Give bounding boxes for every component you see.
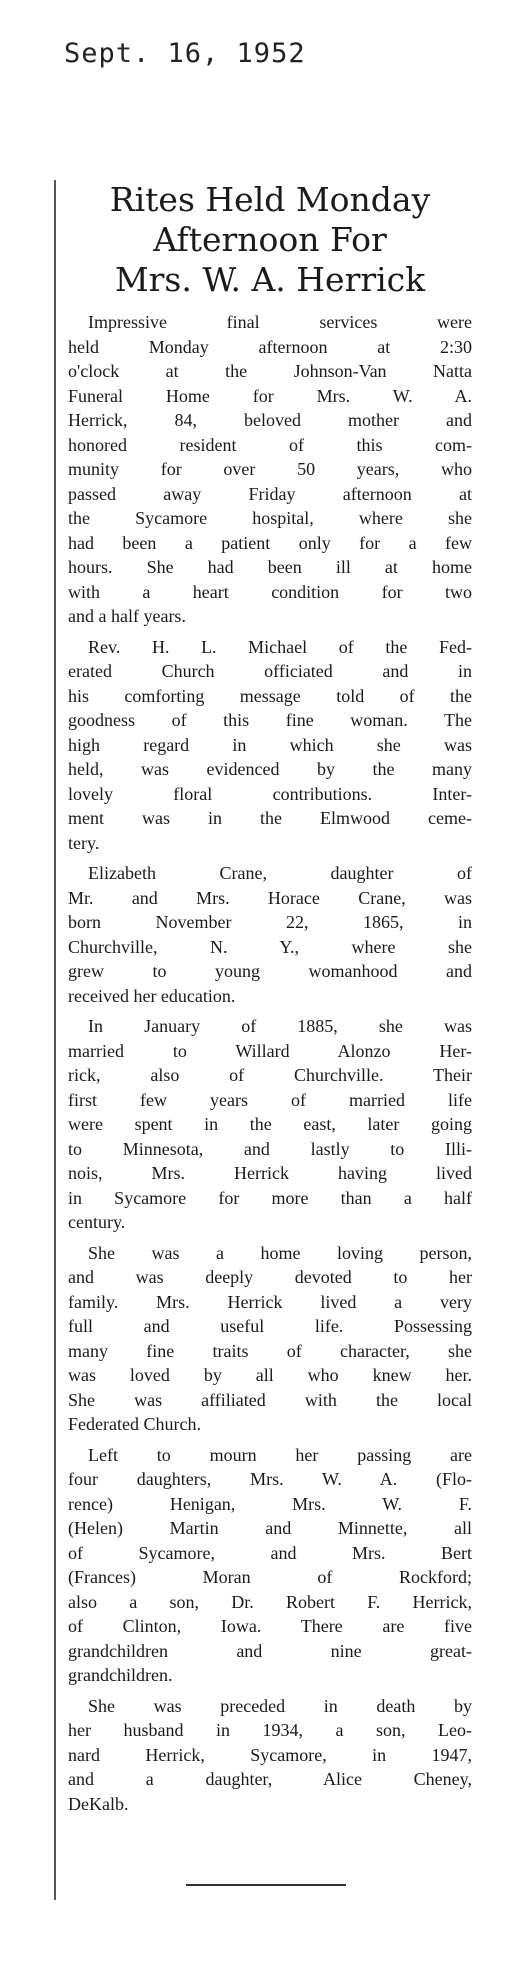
story-line: (Helen) Martin and Minnette, all bbox=[68, 1518, 472, 1538]
story-line: in Sycamore for more than a half bbox=[68, 1187, 472, 1208]
story-line: (Frances) Moran of Rockford; bbox=[68, 1567, 472, 1587]
story-line: of Sycamore, and Mrs. Bert bbox=[68, 1542, 472, 1563]
story-paragraph bbox=[68, 635, 472, 856]
story-line: Elizabeth Crane, daughter of bbox=[88, 863, 472, 883]
story-line: She was preceded in death by bbox=[88, 1695, 472, 1716]
story-line: Federated Church. bbox=[68, 1414, 201, 1434]
headline-line: Afternoon For bbox=[153, 220, 387, 259]
story-line: received her education. bbox=[68, 985, 236, 1006]
story-paragraph bbox=[68, 861, 472, 1008]
story-line: She was affiliated with the local bbox=[68, 1389, 472, 1410]
story-line: to Minnesota, and lastly to Illi- bbox=[68, 1138, 472, 1159]
story-line: had been a patient only for a few bbox=[68, 532, 472, 553]
story-line: full and useful life. Possessing bbox=[68, 1316, 472, 1336]
story-line: DeKalb. bbox=[68, 1793, 129, 1814]
story-line: goodness of this fine woman. The bbox=[68, 710, 472, 730]
story-line: her husband in 1934, a son, Leo- bbox=[68, 1720, 472, 1740]
story-line: born November 22, 1865, in bbox=[68, 912, 472, 932]
story-line: held, was evidenced by the many bbox=[68, 759, 472, 779]
story-paragraph bbox=[68, 310, 472, 629]
story-line: first few years of married life bbox=[68, 1089, 472, 1110]
story-line: lovely floral contributions. Inter- bbox=[68, 783, 472, 804]
story-line: Mr. and Mrs. Horace Crane, was bbox=[68, 887, 472, 908]
story-paragraph bbox=[68, 1443, 472, 1688]
story-paragraph bbox=[68, 1694, 472, 1817]
story-line: held Monday afternoon at 2:30 bbox=[68, 336, 472, 357]
story-line: erated Church officiated and in bbox=[68, 661, 472, 681]
story-line: grandchildren and nine great- bbox=[68, 1640, 472, 1661]
story-line: nard Herrick, Sycamore, in 1947, bbox=[68, 1744, 472, 1765]
story-line: high regard in which she was bbox=[68, 734, 472, 755]
story-paragraph bbox=[68, 1241, 472, 1437]
story-line: ment was in the Elmwood ceme- bbox=[68, 808, 472, 828]
story-line: and a daughter, Alice Cheney, bbox=[68, 1769, 472, 1789]
column-rule bbox=[54, 180, 56, 1900]
story-line: grandchildren. bbox=[68, 1665, 173, 1685]
story-line: rick, also of Churchville. Their bbox=[68, 1065, 472, 1085]
story-paragraph bbox=[68, 1014, 472, 1235]
story-line: She was a home loving person, bbox=[88, 1242, 472, 1263]
story-line: many fine traits of character, she bbox=[68, 1340, 472, 1361]
story-line: Churchville, N. Y., where she bbox=[68, 936, 472, 957]
story-line: with a heart condition for two bbox=[68, 581, 472, 602]
story-line: and a half years. bbox=[68, 606, 186, 626]
headline bbox=[60, 180, 480, 300]
obituary-body bbox=[68, 310, 472, 1822]
story-line: Herrick, 84, beloved mother and bbox=[68, 410, 472, 430]
newspaper-clipping bbox=[54, 180, 479, 1900]
story-line: century. bbox=[68, 1212, 126, 1232]
story-line: of Clinton, Iowa. There are five bbox=[68, 1616, 472, 1636]
story-line: Left to mourn her passing are bbox=[88, 1444, 472, 1465]
story-line: o'clock at the Johnson-Van Natta bbox=[68, 361, 472, 381]
story-line: was loved by all who knew her. bbox=[68, 1365, 472, 1385]
story-line: munity for over 50 years, who bbox=[68, 459, 472, 479]
story-line: tery. bbox=[68, 832, 100, 853]
story-line: passed away Friday afternoon at bbox=[68, 483, 472, 504]
story-line: hours. She had been ill at home bbox=[68, 557, 472, 577]
story-line: Funeral Home for Mrs. W. A. bbox=[68, 385, 472, 406]
story-line: grew to young womanhood and bbox=[68, 961, 472, 981]
story-line: family. Mrs. Herrick lived a very bbox=[68, 1291, 472, 1312]
story-line: Rev. H. L. Michael of the Fed- bbox=[88, 636, 472, 657]
headline-line: Mrs. W. A. Herrick bbox=[114, 260, 426, 299]
headline-line: Rites Held Monday bbox=[109, 180, 431, 219]
story-line: In January of 1885, she was bbox=[88, 1016, 472, 1036]
story-line: also a son, Dr. Robert F. Herrick, bbox=[68, 1591, 472, 1612]
clipping-date: Sept. 16, 1952 bbox=[64, 38, 306, 69]
end-rule bbox=[186, 1884, 346, 1886]
story-line: were spent in the east, later going bbox=[68, 1114, 472, 1134]
story-line: his comforting message told of the bbox=[68, 685, 472, 706]
story-line: the Sycamore hospital, where she bbox=[68, 508, 472, 528]
story-line: rence) Henigan, Mrs. W. F. bbox=[68, 1493, 472, 1514]
story-line: and was deeply devoted to her bbox=[68, 1267, 472, 1287]
story-line: nois, Mrs. Herrick having lived bbox=[68, 1163, 472, 1183]
story-line: married to Willard Alonzo Her- bbox=[68, 1040, 472, 1061]
story-line: Impressive final services were bbox=[88, 312, 472, 332]
story-line: four daughters, Mrs. W. A. (Flo- bbox=[68, 1469, 472, 1489]
story-line: honored resident of this com- bbox=[68, 434, 472, 455]
